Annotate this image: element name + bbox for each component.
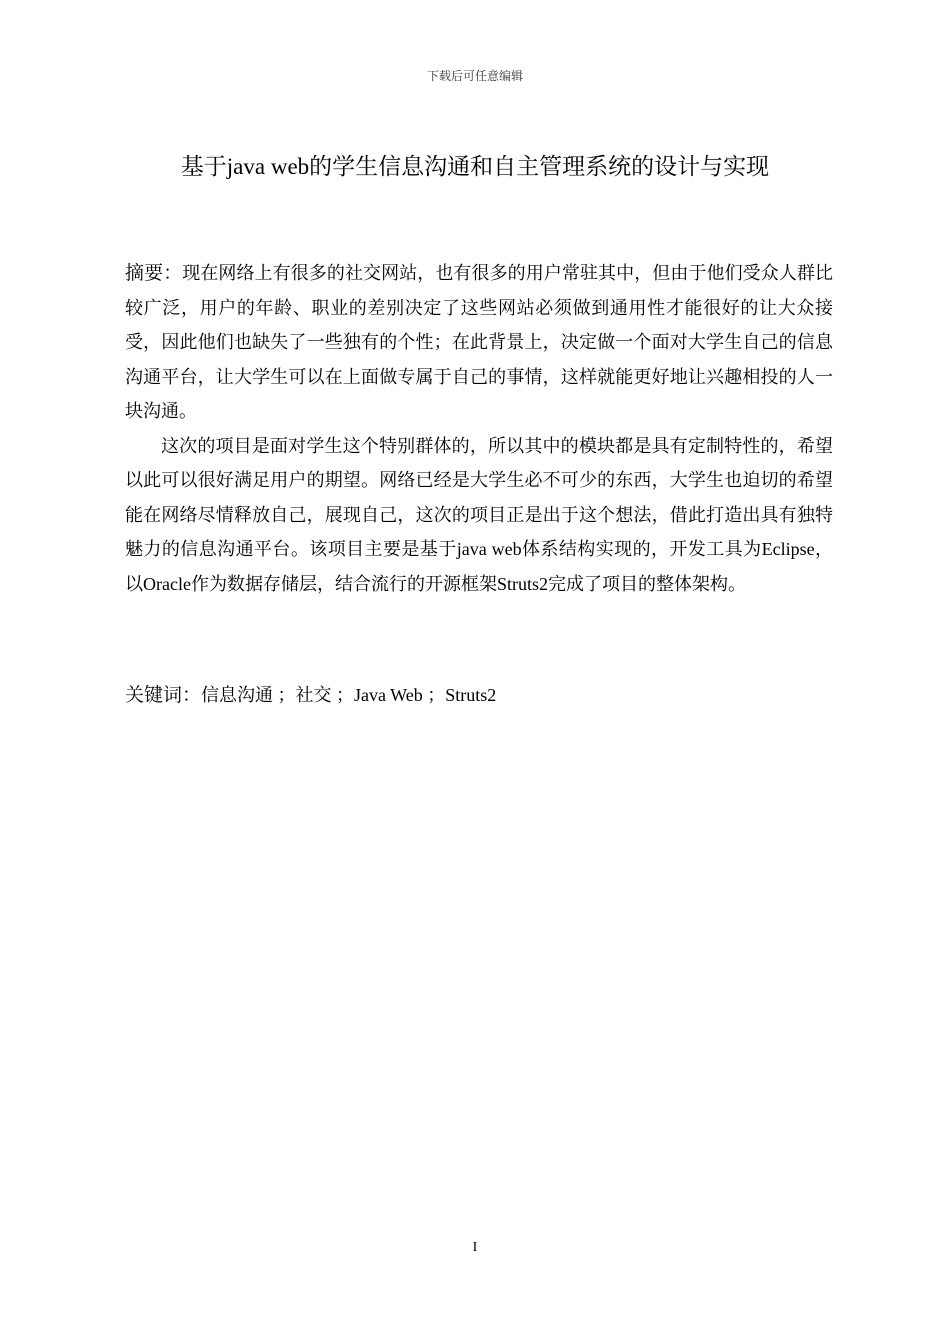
keywords-text: 信息沟通 ；社交 ；Java Web ；Struts2 [201,685,497,705]
abstract-paragraph-2: 这次的项目是面对学生这个特别群体的，所以其中的模块都是具有定制特性的，希望以此可以很好满足用户的期望。网络已经是大学生必不可少的东西，大学生也迫切的希望能在网络尽情释放自己，展现自己，这次的项目正是出于这个想法，借此打造出具有独特魅力的信息沟通平台。该项目主要是基于java web体系结构实现的，开发工具为Eclipse，以Oracle作为数据存储层，结合流行的开源框架Struts2完成了项目的整体架构。 [125,435,833,594]
keywords-label: 关键词： [125,684,202,706]
page-number: I [472,1240,478,1255]
abstract-section [125,256,833,601]
header-note: 下载后可任意编辑 [426,69,523,83]
abstract-label: 摘要： [125,262,183,284]
document-title: 基于java web的学生信息沟通和自主管理系统的设计与实现 [180,154,770,179]
keywords-section [125,678,833,712]
abstract-paragraph-1 [125,256,833,429]
abstract-text-1: 现在网络上有很多的社交网站，也有很多的用户常驻其中，但由于他们受众人群比较广泛，用户的年龄、职业的差别决定了这些网站必须做到通用性才能很好的让大众接受，因此他们也缺失了一些独有的个性；在此背景上，决定做一个面对大学生自己的信息沟通平台，让大学生可以在上面做专属于自己的事情，这样就能更好地让兴趣相投的人一块沟通。 [125,263,833,421]
